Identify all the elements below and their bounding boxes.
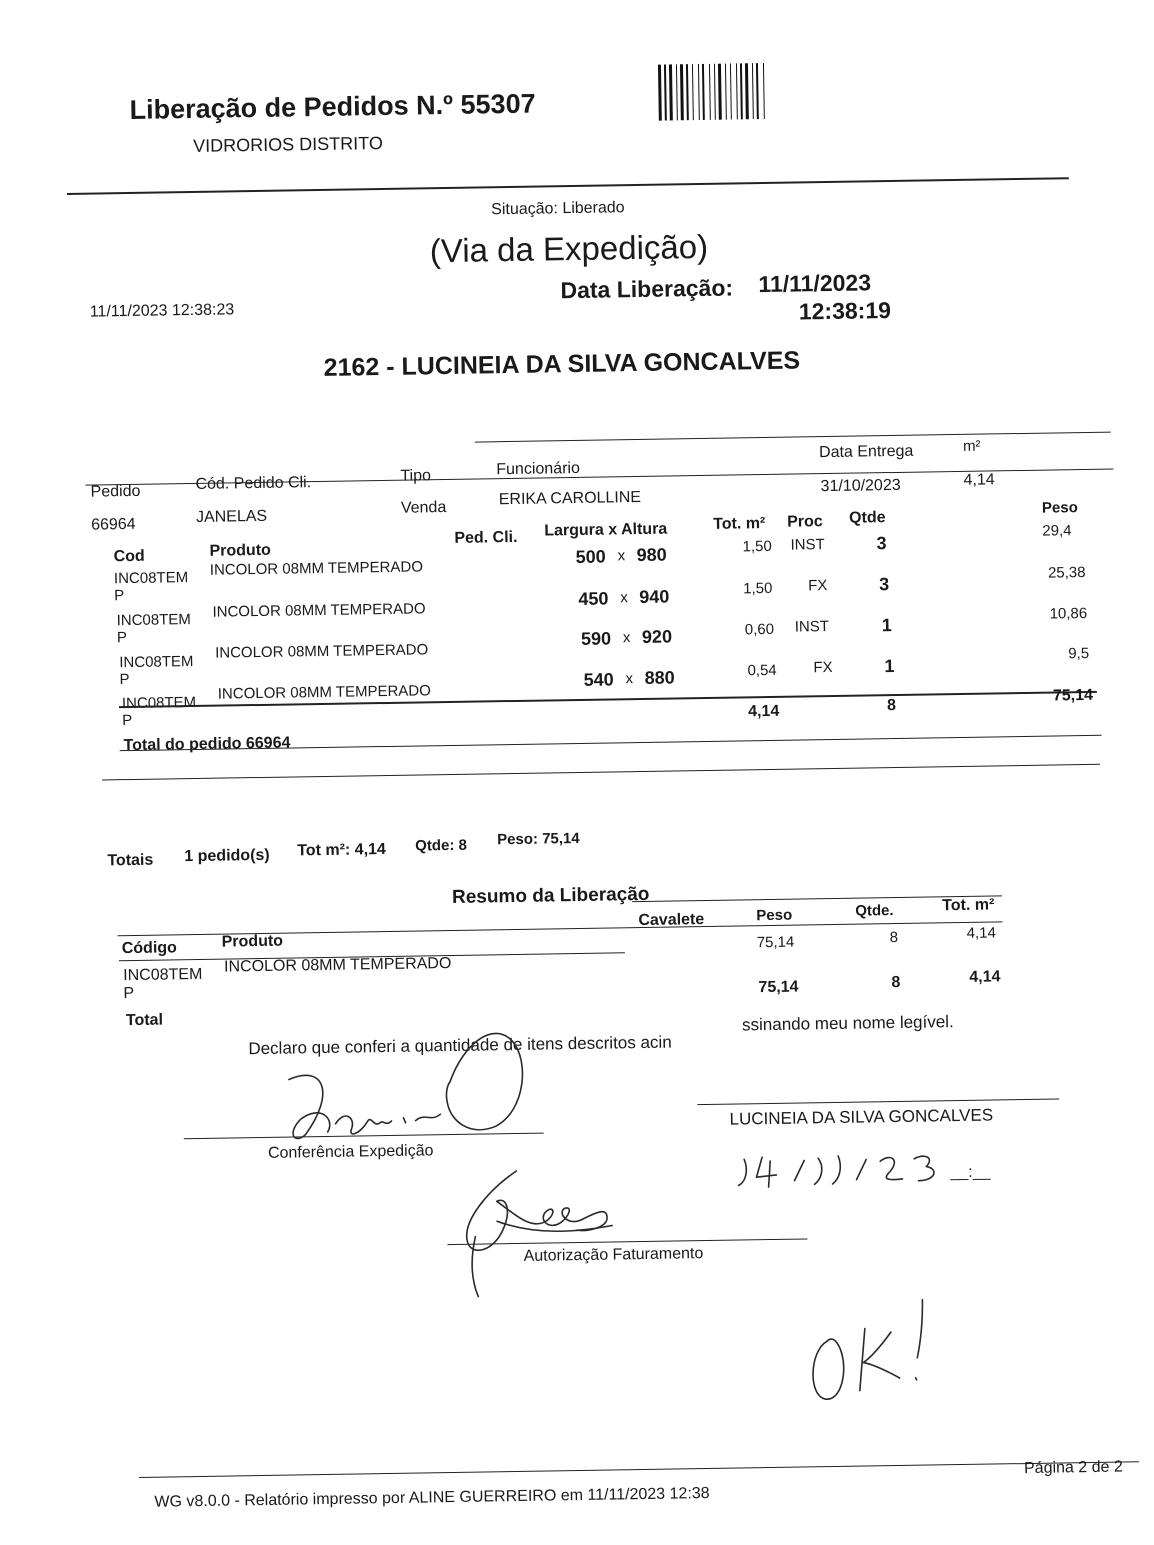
summary-mid-divider bbox=[118, 921, 1003, 936]
row-qtde: 3 bbox=[876, 533, 887, 554]
col-header-m2: m² bbox=[962, 437, 981, 455]
handwritten-ok bbox=[798, 1289, 950, 1406]
order-funcionario: ERIKA CAROLLINE bbox=[498, 488, 642, 509]
page-number: Página 2 de 2 bbox=[1023, 1458, 1123, 1478]
row-cod: INC08TEM bbox=[121, 693, 197, 713]
row-cod-cont: P bbox=[119, 671, 130, 689]
row-cod-cont: P bbox=[122, 711, 133, 730]
row-x: x bbox=[620, 589, 628, 607]
row-largura: 450 bbox=[578, 588, 609, 609]
row-tot-m2: 1,50 bbox=[743, 579, 773, 598]
conferencia-signature bbox=[264, 1021, 546, 1155]
handwritten-date bbox=[734, 1144, 955, 1197]
declaration-text-cont: ssinando meu nome legível. bbox=[741, 1012, 954, 1035]
row-altura: 940 bbox=[639, 586, 670, 607]
row-tot-m2: 0,60 bbox=[744, 620, 775, 639]
row-proc: INST bbox=[790, 536, 825, 554]
row-proc: INST bbox=[794, 618, 830, 636]
order-data-entrega: 31/10/2023 bbox=[820, 476, 901, 496]
col-header-ped-cli: Ped. Cli. bbox=[454, 528, 518, 547]
row-tot-m2: 0,54 bbox=[747, 661, 777, 680]
summary-header-qtde: Qtde. bbox=[855, 902, 894, 920]
summary-header-peso: Peso bbox=[756, 906, 793, 925]
footer-printed-by: WG v8.0.0 - Relatório impresso por ALINE GUERREIRO em 11/11/2023 12:38 bbox=[154, 1485, 710, 1511]
col-header-tipo: Tipo bbox=[400, 467, 432, 485]
row-largura: 500 bbox=[575, 546, 606, 567]
row-qtde: 3 bbox=[878, 574, 890, 595]
client-signature-line bbox=[697, 1098, 1059, 1105]
time-blank: __:__ bbox=[950, 1163, 991, 1182]
row-peso: 29,4 bbox=[1042, 522, 1072, 540]
summary-header-produto: Produto bbox=[221, 932, 284, 951]
totals-qtde: Qtde: 8 bbox=[415, 836, 468, 855]
summary-total-qtde: 8 bbox=[891, 973, 901, 992]
summary-total-tot-m2: 4,14 bbox=[969, 968, 1001, 986]
order-total-peso: 75,14 bbox=[1052, 686, 1094, 705]
order-cod-pedido-cli: JANELAS bbox=[195, 507, 268, 526]
row-tot-m2: 1,50 bbox=[742, 537, 772, 556]
order-tipo: Venda bbox=[400, 499, 447, 517]
row-peso: 25,38 bbox=[1047, 563, 1086, 582]
col-header-proc: Proc bbox=[787, 513, 823, 531]
col-header-cod-pedido-cli: Cód. Pedido Cli. bbox=[195, 474, 312, 493]
client-signature-name: LUCINEIA DA SILVA GONCALVES bbox=[729, 1105, 994, 1129]
summary-row-produto: INCOLOR 08MM TEMPERADO bbox=[223, 954, 452, 976]
col-header-funcionario: Funcionário bbox=[496, 459, 581, 479]
release-time: 12:38:19 bbox=[798, 297, 892, 325]
row-qtde: 1 bbox=[881, 615, 892, 636]
row-largura: 590 bbox=[580, 628, 612, 649]
order-total-qtde: 8 bbox=[886, 696, 897, 715]
row-cod-cont: P bbox=[114, 587, 125, 605]
summary-row-cod: INC08TEM bbox=[123, 965, 203, 985]
summary-header-codigo: Código bbox=[121, 939, 178, 958]
summary-row-cod-cont: P bbox=[123, 984, 135, 1003]
row-peso: 10,86 bbox=[1049, 604, 1088, 623]
row-produto: INCOLOR 08MM TEMPERADO bbox=[212, 600, 426, 621]
col-header-peso: Peso bbox=[1041, 499, 1078, 517]
footer-divider bbox=[139, 1458, 1139, 1478]
summary-row-qtde: 8 bbox=[889, 928, 899, 947]
document-title: Liberação de Pedidos N.º 55307 bbox=[129, 88, 536, 125]
col-header-produto: Produto bbox=[209, 541, 272, 560]
declaration-text: Declaro que conferi a quantidade de itens descritos acin bbox=[248, 1032, 672, 1059]
row-x: x bbox=[625, 670, 634, 688]
summary-header-tot-m2: Tot. m² bbox=[942, 896, 995, 915]
row-cod: INC08TEM bbox=[116, 611, 191, 630]
order-top-divider bbox=[475, 432, 1111, 443]
totals-label: Totais bbox=[107, 851, 154, 870]
row-x: x bbox=[617, 547, 626, 565]
col-header-qtde: Qtde bbox=[848, 509, 886, 527]
print-datetime: 11/11/2023 12:38:23 bbox=[89, 301, 235, 321]
col-header-largura-altura: Largura x Altura bbox=[544, 520, 668, 540]
order-bottom-divider-2 bbox=[102, 764, 1100, 781]
order-number: 66964 bbox=[90, 515, 136, 534]
col-header-tot-m2: Tot. m² bbox=[713, 515, 766, 533]
via-label: (Via da Expedição) bbox=[429, 227, 709, 270]
row-x: x bbox=[622, 629, 631, 647]
autorizacao-label: Autorização Faturamento bbox=[523, 1245, 704, 1265]
row-produto: INCOLOR 08MM TEMPERADO bbox=[209, 558, 424, 579]
row-altura: 980 bbox=[636, 544, 667, 566]
summary-row-tot-m2: 4,14 bbox=[966, 924, 996, 942]
summary-header-cavalete: Cavalete bbox=[638, 911, 705, 930]
autorizacao-signature bbox=[456, 1159, 658, 1302]
row-proc: FX bbox=[813, 658, 833, 677]
release-date: 11/11/2023 bbox=[758, 269, 872, 298]
row-peso: 9,5 bbox=[1068, 644, 1090, 663]
order-total-m2: 4,14 bbox=[748, 702, 780, 721]
col-header-data-entrega: Data Entrega bbox=[818, 442, 914, 462]
release-date-label: Data Liberação: bbox=[560, 274, 734, 304]
row-largura: 540 bbox=[583, 669, 614, 690]
order-total-label: Total do pedido 66964 bbox=[123, 734, 291, 755]
summary-total-label: Total bbox=[125, 1011, 164, 1030]
totals-pedidos: 1 pedido(s) bbox=[184, 846, 270, 866]
row-produto: INCOLOR 08MM TEMPERADO bbox=[215, 641, 429, 662]
header-divider bbox=[67, 177, 1069, 195]
totals-peso: Peso: 75,14 bbox=[496, 829, 580, 849]
row-cod-cont: P bbox=[116, 629, 128, 647]
status-text: Situação: Liberado bbox=[491, 199, 625, 219]
row-altura: 920 bbox=[641, 626, 673, 647]
row-produto: INCOLOR 08MM TEMPERADO bbox=[217, 682, 431, 703]
row-cod: INC08TEM bbox=[113, 569, 189, 588]
row-qtde: 1 bbox=[884, 656, 895, 677]
client-name-heading: 2162 - LUCINEIA DA SILVA GONCALVES bbox=[323, 346, 801, 382]
row-proc: FX bbox=[808, 577, 828, 595]
summary-row-peso: 75,14 bbox=[756, 933, 795, 952]
barcode bbox=[657, 62, 836, 121]
col-header-pedido: Pedido bbox=[90, 482, 141, 501]
company-name: VIDRORIOS DISTRITO bbox=[193, 132, 384, 156]
col-header-cod: Cod bbox=[113, 547, 145, 566]
row-cod: INC08TEM bbox=[119, 653, 194, 672]
totals-m2: Tot m²: 4,14 bbox=[297, 841, 386, 860]
summary-total-peso: 75,14 bbox=[758, 978, 799, 997]
conferencia-label: Conferência Expedição bbox=[267, 1142, 434, 1162]
order-m2: 4,14 bbox=[963, 471, 995, 489]
row-altura: 880 bbox=[644, 667, 675, 688]
summary-title: Resumo da Liberação bbox=[451, 883, 650, 908]
